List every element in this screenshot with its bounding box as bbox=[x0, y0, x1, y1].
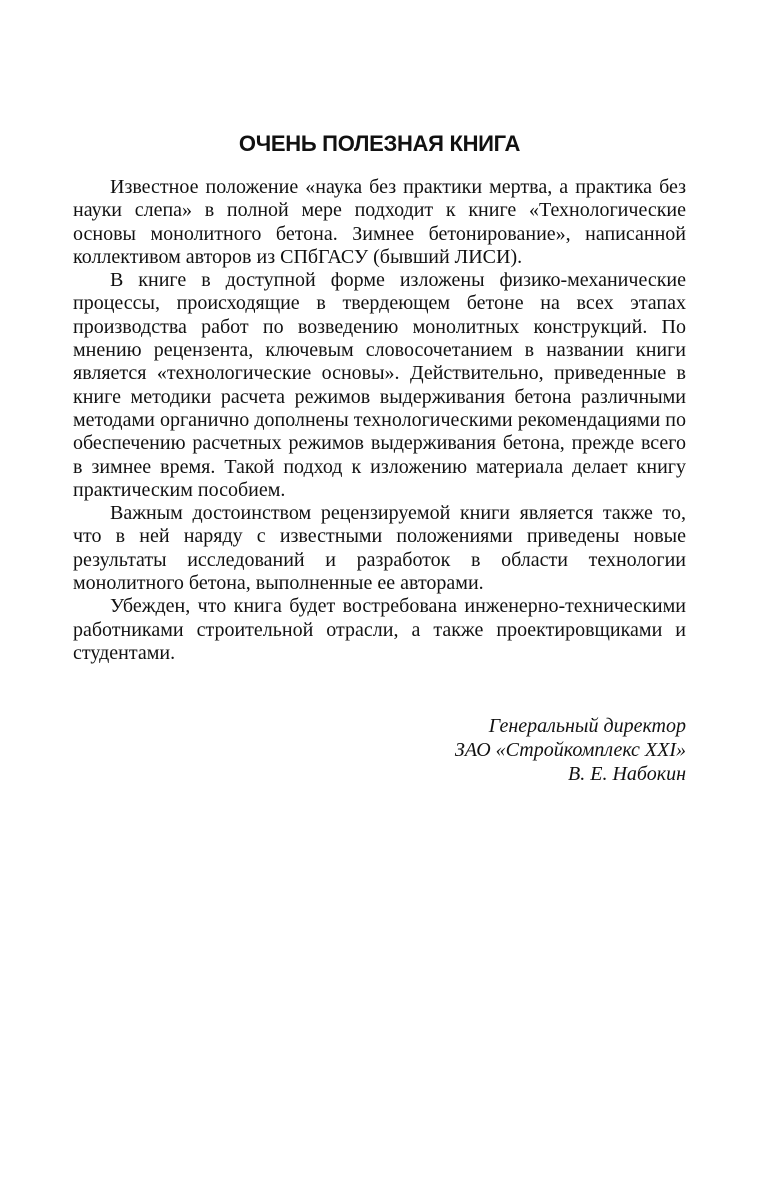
review-body bbox=[73, 176, 686, 665]
paragraph: Важным достоинством рецензируемой книги является также то, что в ней наряду с известными положениями приведены новые результаты исследований и разработок в области технологии монолитного бетона, выполненные ее авторами. bbox=[73, 502, 686, 595]
signature-block bbox=[73, 714, 686, 786]
page-title: ОЧЕНЬ ПОЛЕЗНАЯ КНИГА bbox=[238, 131, 521, 156]
signature-name: В. Е. Набокин bbox=[568, 763, 686, 786]
paragraph: Убежден, что книга будет востребована инженерно-техническими работниками строительной отрасли, а также проектировщиками и студентами. bbox=[73, 595, 686, 664]
review-page bbox=[73, 126, 686, 786]
paragraph: Известное положение «наука без практики мертва, а практика без науки слепа» в полной мере подходит к книге «Технологические основы монолитного бетона. Зимнее бетонирование», написанной коллективом авторов из СПбГАСУ (бывший ЛИСИ). bbox=[73, 176, 686, 268]
paragraph: В книге в доступной форме изложены физико-механические процессы, происходящие в твердеющем бетоне на всех этапах производства работ по возведению монолитных конструкций. По мнению рецензента, ключевым словосочетанием в названии книги является «технологические основы». Действительно, приведенные в книге методики расчета режимов выдерживания бетона различными методами органично дополнены технологическими рекомендациями по обеспечению расчетных режимов выдерживания бетона, прежде всего в зимнее время. Такой подход к изложению материала делает книгу практическим пособием. bbox=[73, 269, 686, 501]
signature-company: ЗАО «Стройкомплекс XXI» bbox=[454, 739, 686, 762]
signature-position: Генеральный директор bbox=[488, 715, 686, 738]
